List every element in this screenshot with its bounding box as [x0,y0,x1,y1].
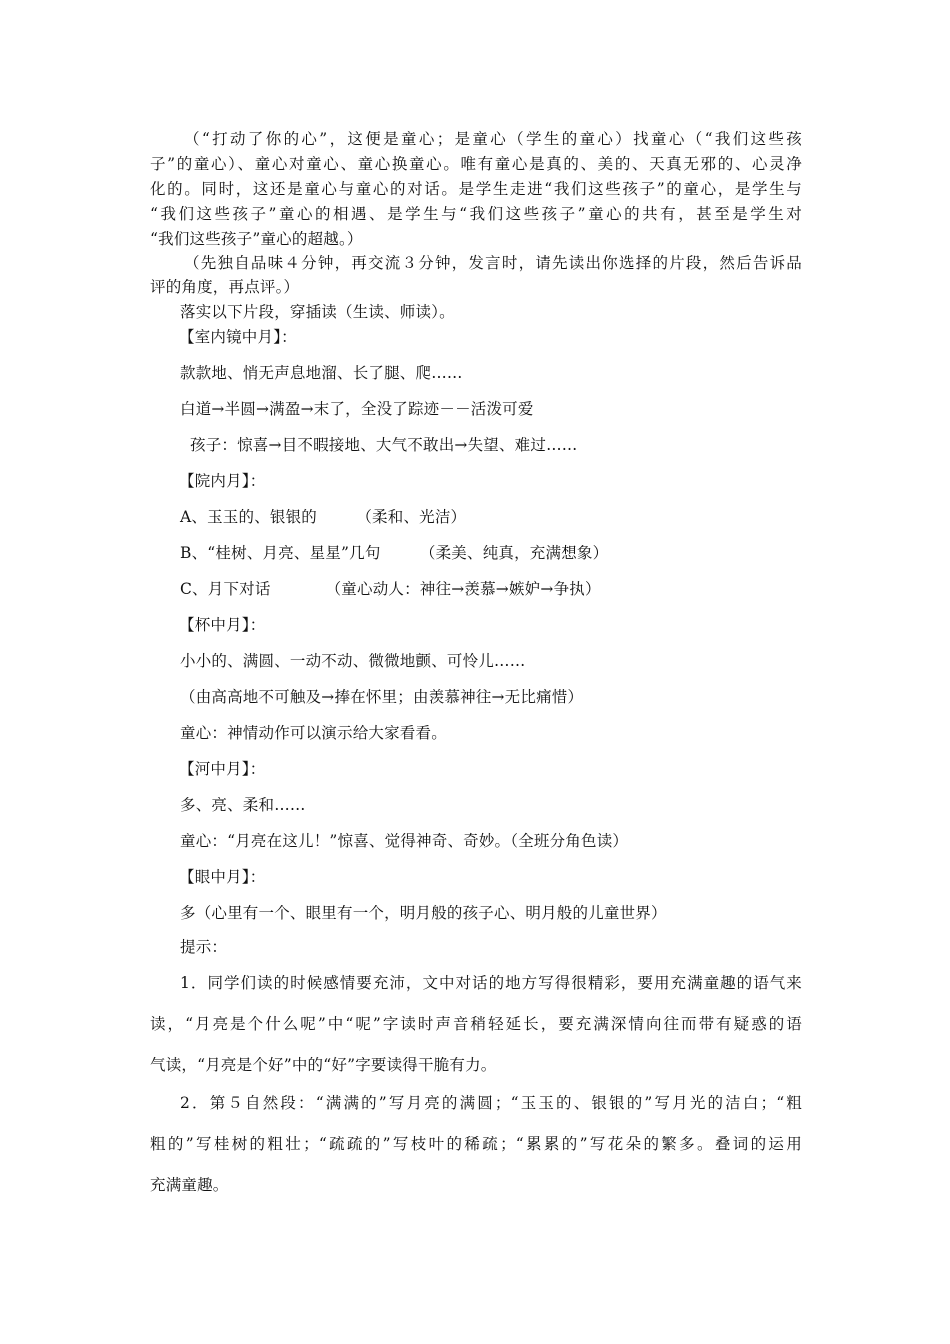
section-heading: 【院内月】： [179,472,266,490]
paragraph-line: 化的。同时，这还是童心与童心的对话。是学生走进“我们这些孩子”的童心，是学生与 [150,180,802,198]
paragraph-line: 气读，“月亮是个好”中的“好”字要读得干脆有力。 [150,1056,497,1074]
list-item: 白道→半圆→满盈→末了，全没了踪迹－－活泼可爱 [180,400,534,418]
list-item: （由高高地不可触及→捧在怀里；由羡慕神往→无比痛惜） [180,688,584,706]
paragraph-line: 粗的”写桂树的粗壮；“疏疏的”写枝叶的稀疏；“累累的”写花朵的繁多。叠词的运用 [150,1135,802,1153]
paragraph-line: （先独自品味４分钟，再交流３分钟，发言时，请先读出你选择的片段，然后告诉品 [184,254,802,272]
paragraph-line: （“打动了你的心”，这便是童心；是童心（学生的童心）找童心（“我们这些孩 [184,130,802,148]
list-item: 童心：神情动作可以演示给大家看看。 [180,724,447,742]
section-heading: 【室内镜中月】： [179,328,297,346]
paragraph-line: 落实以下片段，穿插读（生读、师读）。 [180,303,455,321]
tips-heading: 提示： [180,938,228,956]
paragraph-line: 2．第５自然段：“满满的”写月亮的满圆；“玉玉的、银银的”写月光的洁白；“粗 [180,1094,802,1112]
list-item: 款款地、悄无声息地溜、长了腿、爬…… [180,364,463,382]
paragraph-line: “我们这些孩子”童心的相遇、是学生与“我们这些孩子”童心的共有，甚至是学生对 [150,205,802,223]
paragraph-line: 充满童趣。 [150,1176,229,1194]
list-item: C、月下对话 （童心动人：神往→羡慕→嫉妒→争执） [180,580,601,598]
list-item: 多（心里有一个、眼里有一个，明月般的孩子心、明月般的儿童世界） [180,904,667,922]
section-heading: 【河中月】： [179,760,266,778]
paragraph-line: 子”的童心）、童心对童心、童心换童心。唯有童心是真的、美的、天真无邪的、心灵净 [150,155,802,173]
paragraph-line: 读，“月亮是个什么呢”中“呢”字读时声音稍轻延长，要充满深情向往而带有疑惑的语 [150,1015,802,1033]
paragraph-line: “我们这些孩子”童心的超越。） [150,230,363,248]
section-heading: 【杯中月】： [179,616,266,634]
list-item: A、玉玉的、银银的 （柔和、光洁） [180,508,467,526]
section-heading: 【眼中月】： [179,868,266,886]
list-item: 童心：“月亮在这儿！”惊喜、觉得神奇、奇妙。（全班分角色读） [180,832,629,850]
paragraph-line: 1．同学们读的时候感情要充沛，文中对话的地方写得很精彩，要用充满童趣的语气来 [180,974,802,992]
list-item: B、“桂树、月亮、星星”几句 （柔美、纯真，充满想象） [180,544,609,562]
list-item: 孩子：惊喜→目不暇接地、大气不敢出→失望、难过…… [190,436,578,454]
list-item: 多、亮、柔和…… [180,796,306,814]
paragraph-line: 评的角度，再点评。） [150,278,300,296]
list-item: 小小的、满圆、一动不动、微微地颤、可怜儿…… [180,652,526,670]
